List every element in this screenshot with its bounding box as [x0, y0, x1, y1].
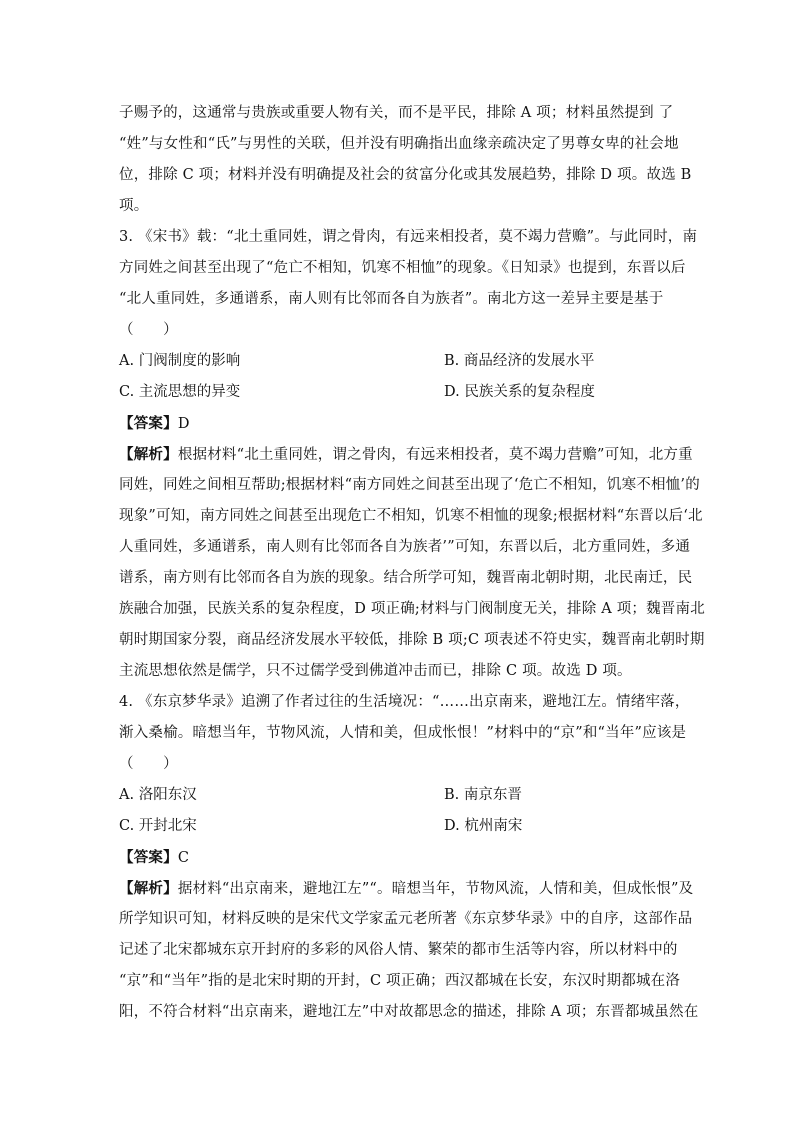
- analysis-label: 【解析】: [119, 880, 178, 897]
- analysis-text: 根据材料“北土重同姓，谓之骨肉，有远来相投者，莫不竭力营赡”可知，北方重: [177, 447, 693, 463]
- analysis-label: 【解析】: [119, 446, 178, 463]
- answer-value: C: [177, 850, 190, 866]
- answer-value: D: [177, 416, 190, 432]
- option-d: D. 杭州南宋: [444, 818, 523, 834]
- question-4-answer: [119, 842, 679, 873]
- text-line: 位，排除 C 项；材料并没有明确提及社会的贫富分化或其发展趋势，排除 D 项。故选 B: [119, 167, 692, 183]
- question-4-options-row-1: [119, 780, 679, 811]
- question-4-options-row-2: [119, 811, 679, 842]
- option-a: A. 门阀制度的影响: [119, 353, 241, 369]
- text-line: 项。: [119, 198, 149, 214]
- analysis-line: 现象”可知，南方同姓之间甚至出现危亡不相知，饥寒不相恤的现象;根据材料“东晋以后‘北: [119, 508, 703, 524]
- analysis-line: 族融合加强，民族关系的复杂程度，D 项正确;材料与门阀制度无关，排除 A 项；魏晋南北: [119, 601, 705, 617]
- question-4-stem-line: 4. 《东京梦华录》追溯了作者过往的生活境况：“……出京南来，避地江左。情绪牢落，: [119, 694, 690, 710]
- option-b: B. 商品经济的发展水平: [444, 353, 595, 369]
- analysis-line: 阳，不符合材料“出京南来，避地江左”中对故都思念的描述，排除 A 项；东晋都城虽然在: [119, 1004, 699, 1020]
- answer-label: 【答案】: [119, 849, 178, 866]
- question-3-options-row-1: [119, 346, 679, 377]
- analysis-line: [119, 873, 694, 904]
- text-line: 子赐予的，这通常与贵族或重要人物有关，而不是平民，排除 A 项；材料虽然提到 了: [119, 105, 674, 121]
- question-3-answer: [119, 408, 679, 439]
- option-c: C. 主流思想的异变: [119, 384, 241, 400]
- analysis-line: 所学知识可知，材料反映的是宋代文学家孟元老所著《东京梦华录》中的自序，这部作品: [119, 911, 693, 927]
- question-4-stem-line: 渐入桑榆。暗想当年，节物风流，人情和美，但成怅恨！”材料中的“京”和“当年”应该是: [119, 725, 687, 741]
- question-3-stem-line: 3. 《宋书》载：“北土重同姓，谓之骨肉，有远来相投者，莫不竭力营赡”。与此同时，南: [119, 229, 698, 245]
- text-line: “姓”与女性和“氏”与男性的关联，但并没有明确指出血缘亲疏决定了男尊女卑的社会地: [119, 136, 679, 152]
- option-a: A. 洛阳东汉: [119, 787, 197, 803]
- question-3-stem-line: 方同姓之间甚至出现了“危亡不相知，饥寒不相恤”的现象。《日知录》也提到，东晋以后: [119, 260, 686, 276]
- question-3-options-row-2: [119, 377, 679, 408]
- answer-label: 【答案】: [119, 415, 178, 432]
- analysis-line: [119, 439, 693, 470]
- previous-analysis-continuation: [119, 98, 692, 222]
- option-b: B. 南京东晋: [444, 787, 522, 803]
- question-3-blank: （ ）: [119, 322, 178, 338]
- question-3-stem-line: “北人重同姓，多通谱系，南人则有比邻而各自为族者”。南北方这一差异主要是基于: [119, 291, 664, 307]
- analysis-text: 据材料“出京南来，避地江左”“。暗想当年，节物风流，人情和美，但成怅恨”及: [177, 881, 694, 897]
- analysis-line: 同姓，同姓之间相互帮助;根据材料“南方同姓之间甚至出现了‘危亡不相知，饥寒不相恤’的: [119, 477, 700, 493]
- option-d: D. 民族关系的复杂程度: [444, 384, 595, 400]
- analysis-line: 记述了北宋都城东京开封府的多彩的风俗人情、繁荣的都市生活等内容，所以材料中的: [119, 942, 678, 958]
- analysis-line: 人重同姓，多通谱系，南人则有比邻而各自为族者’”可知，东晋以后，北方重同姓，多通: [119, 539, 691, 555]
- question-3: [119, 222, 705, 687]
- option-c: C. 开封北宋: [119, 818, 197, 834]
- analysis-line: “京”和“当年”指的是北宋时期的开封，C 项正确；西汉都城在长安，东汉时期都城在洛: [119, 973, 681, 989]
- analysis-line: 谱系，南方则有比邻而各自为族的现象。结合所学可知，魏晋南北朝时期，北民南迁，民: [119, 570, 693, 586]
- question-4-blank: （ ）: [119, 756, 178, 772]
- analysis-line: 主流思想依然是儒学，只不过儒学受到佛道冲击而已，排除 C 项。故选 D 项。: [119, 663, 632, 679]
- question-4: [119, 687, 699, 1028]
- page-content: [119, 98, 705, 1028]
- analysis-line: 朝时期国家分裂，商品经济发展水平较低，排除 B 项;C 项表述不符史实，魏晋南北朝时期: [119, 632, 705, 648]
